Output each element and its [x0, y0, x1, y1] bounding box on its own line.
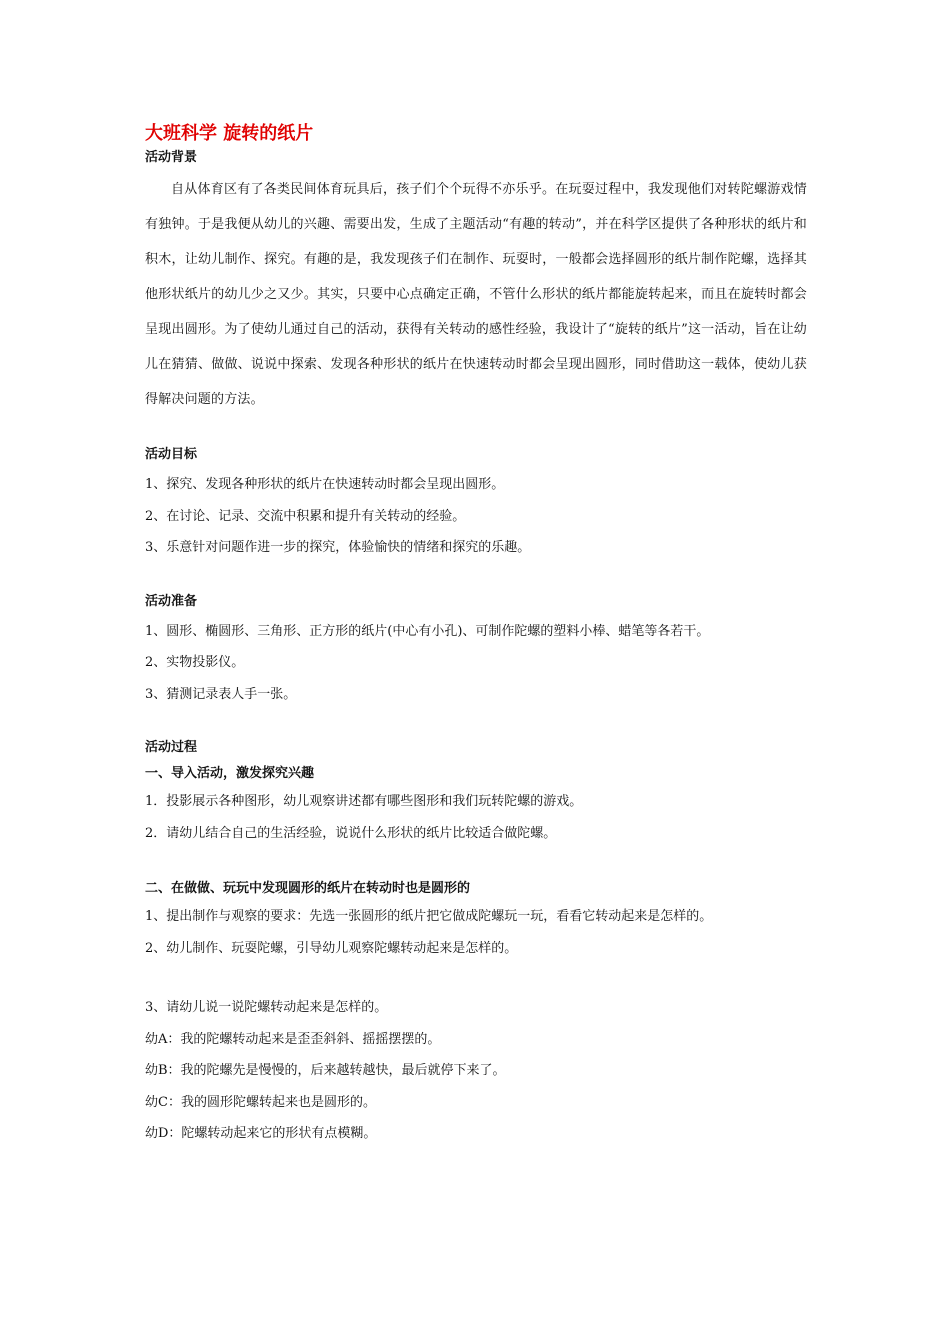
goal-item: 3、乐意针对问题作进一步的探究，体验愉快的情绪和探究的乐趣。	[145, 540, 531, 555]
process-item: 1、提出制作与观察的要求：先选一张圆形的纸片把它做成陀螺玩一玩，看看它转动起来是怎样的。	[145, 909, 713, 924]
child-answer: 幼C：我的圆形陀螺转起来也是圆形的。	[145, 1094, 376, 1110]
process-heading: 活动过程	[145, 740, 198, 755]
goals-heading: 活动目标	[145, 447, 198, 462]
background-paragraph: 自从体育区有了各类民间体育玩具后，孩子们个个玩得不亦乐乎。在玩耍过程中，我发现他们对转陀螺游戏情有独钟。于是我便从幼儿的兴趣、需要出发，生成了主题活动“有趣的转动”，并在科学区提供了各种形状的纸片和积木，让幼儿制作、探究。有趣的是，我发现孩子们在制作、玩耍时，一般都会选择圆形的纸片制作陀螺，选择其他形状纸片的幼儿少之又少。其实，只要中心点确定正确，不管什么形状的纸片都能旋转起来，而且在旋转时都会呈现出圆形。为了使幼儿通过自己的活动，获得有关转动的感性经验，我设计了“旋转的纸片”这一活动，旨在让幼儿在猜猜、做做、说说中探索、发现各种形状的纸片在快速转动时都会呈现出圆形，同时借助这一载体，使幼儿获得解决问题的方法。	[145, 182, 807, 407]
process-item: 1．投影展示各种图形，幼儿观察讲述都有哪些图形和我们玩转陀螺的游戏。	[145, 794, 583, 809]
goal-item: 2、在讨论、记录、交流中积累和提升有关转动的经验。	[145, 508, 466, 524]
child-answer: 幼D：陀螺转动起来它的形状有点模糊。	[145, 1126, 377, 1141]
process-item: 2．请幼儿结合自己的生活经验，说说什么形状的纸片比较适合做陀螺。	[145, 825, 557, 841]
document-page	[145, 122, 807, 1150]
preparation-item: 3、猜测记录表人手一张。	[145, 686, 297, 702]
child-answer: 幼B：我的陀螺先是慢慢的，后来越转越快，最后就停下来了。	[145, 1063, 506, 1078]
goal-item: 1、探究、发现各种形状的纸片在快速转动时都会呈现出圆形。	[145, 477, 505, 492]
child-answer: 幼A：我的陀螺转动起来是歪歪斜斜、摇摇摆摆的。	[145, 1031, 441, 1047]
process-part1-heading: 一、导入活动，激发探究兴趣	[145, 766, 315, 781]
background-heading: 活动背景	[145, 150, 198, 165]
preparation-heading: 活动准备	[145, 593, 198, 609]
process-item: 2、幼儿制作、玩耍陀螺，引导幼儿观察陀螺转动起来是怎样的。	[145, 940, 518, 956]
preparation-item: 1、圆形、椭圆形、三角形、正方形的纸片(中心有小孔)、可制作陀螺的塑料小棒、蜡笔等各若干。	[145, 623, 710, 639]
document-title: 大班科学 旋转的纸片	[145, 123, 314, 144]
preparation-item: 2、实物投影仪。	[145, 655, 245, 670]
process-item: 3、请幼儿说一说陀螺转动起来是怎样的。	[145, 1000, 388, 1015]
process-part2-heading: 二、在做做、玩玩中发现圆形的纸片在转动时也是圆形的	[145, 881, 471, 896]
